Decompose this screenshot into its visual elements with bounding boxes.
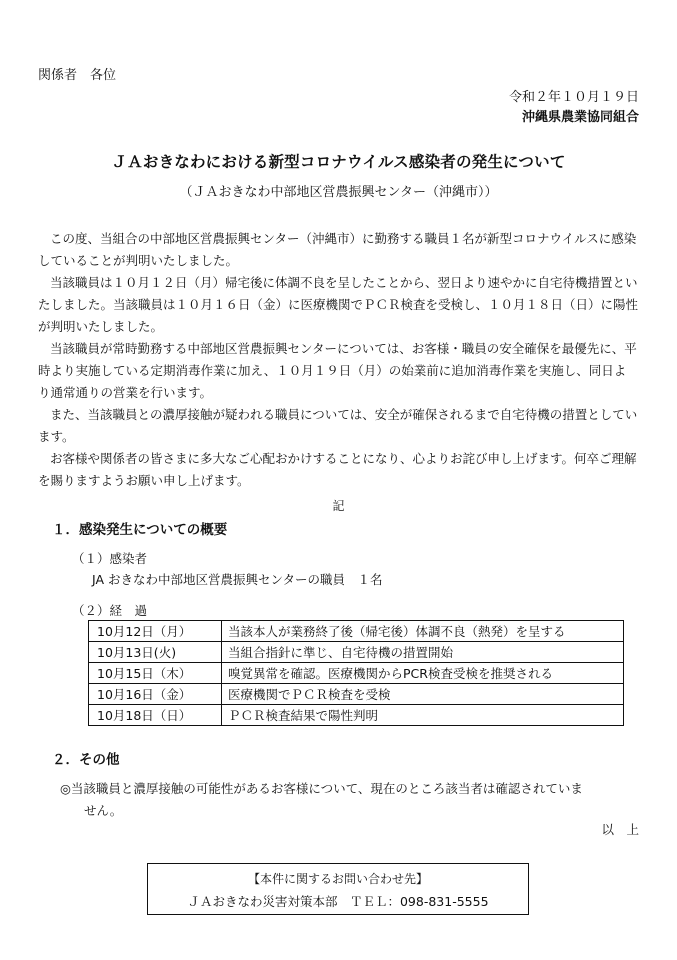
timeline-event: 当組合指針に準じ、自宅待機の措置開始	[222, 642, 624, 663]
timeline-event: 当該本人が業務終了後（帰宅後）体調不良（熱発）を呈する	[222, 621, 624, 642]
infected-detail: JA おきなわ中部地区営農振興センターの職員 １名	[92, 572, 383, 587]
paragraph: お客様や関係者の皆さまに多大なご心配おかけすることになり、心よりお詫び申し上げます。何卒ご理解を賜りますようお願い申し上げます。	[38, 451, 637, 488]
paragraph: この度、当組合の中部地区営農振興センター（沖縄市）に勤務する職員１名が新型コロナウイルスに感染していることが判明いたしました。	[38, 231, 637, 268]
timeline-date: 10月12日（月）	[89, 621, 222, 642]
timeline-event: ＰＣＲ検査結果で陽性判明	[222, 705, 624, 726]
table-row	[89, 663, 624, 684]
paragraph: また、当該職員との濃厚接触が疑われる職員については、安全が確保されるまで自宅待機の措置としています。	[38, 407, 638, 444]
table-row	[89, 705, 624, 726]
issue-date: 令和２年１０月１９日	[508, 90, 639, 105]
table-row	[89, 684, 624, 705]
contact-box	[147, 863, 529, 915]
timeline-date: 10月13日(火)	[89, 642, 222, 663]
addressee: 関係者 各位	[38, 68, 117, 83]
organization-name: 沖縄県農業協同組合	[521, 110, 639, 125]
customer-note-line: せん。	[84, 803, 123, 818]
contact-heading: 【本件に関するお問い合わせ先】	[247, 872, 428, 886]
timeline-date: 10月18日（日）	[89, 705, 222, 726]
closing-mark: 以 上	[601, 822, 639, 837]
timeline-event: 嗅覚異常を確認。医療機関からPCR検査受検を推奨される	[222, 663, 624, 684]
customer-note	[60, 778, 640, 822]
paragraph: 当該職員は１０月１２日（月）帰宅後に体調不良を呈したことから、翌日より速やかに自宅待機措置といたしました。当該職員は１０月１６日（金）に医療機関でＰＣＲ検査を受検し、１０月１８日（日）に陽性が判明いたしました。	[38, 275, 639, 334]
paragraph: 当該職員が常時勤務する中部地区営農振興センターについては、お客様・職員の安全確保を最優先に、平時より実施している定期消毒作業に加え、１０月１９日（月）の始業前に追加消毒作業を実施し、同日より通常通りの営業を行います。	[38, 341, 637, 400]
contact-line: ＪＡおきなわ災害対策本部 ＴＥＬ：098-831-5555	[187, 894, 489, 909]
section-1-heading: １．感染発生についての概要	[52, 522, 228, 538]
infected-label: （１）感染者	[72, 551, 148, 566]
timeline-date: 10月15日（木）	[89, 663, 222, 684]
section-2-heading: ２．その他	[52, 752, 120, 768]
document-title: ＪＡおきなわにおける新型コロナウイルス感染者の発生について	[111, 153, 566, 171]
timeline-event: 医療機関でＰＣＲ検査を受検	[222, 684, 624, 705]
ki-marker: 記	[332, 499, 345, 513]
body-text	[38, 228, 638, 492]
timeline-label: （２）経 過	[72, 603, 148, 618]
customer-note-line: ◎当該職員と濃厚接触の可能性があるお客様について、現在のところ該当者は確認されていま	[60, 781, 583, 796]
table-row	[89, 621, 624, 642]
timeline-table	[88, 620, 624, 726]
table-row	[89, 642, 624, 663]
document-subtitle: （ＪＡおきなわ中部地区営農振興センター（沖縄市））	[179, 185, 498, 200]
timeline-date: 10月16日（金）	[89, 684, 222, 705]
